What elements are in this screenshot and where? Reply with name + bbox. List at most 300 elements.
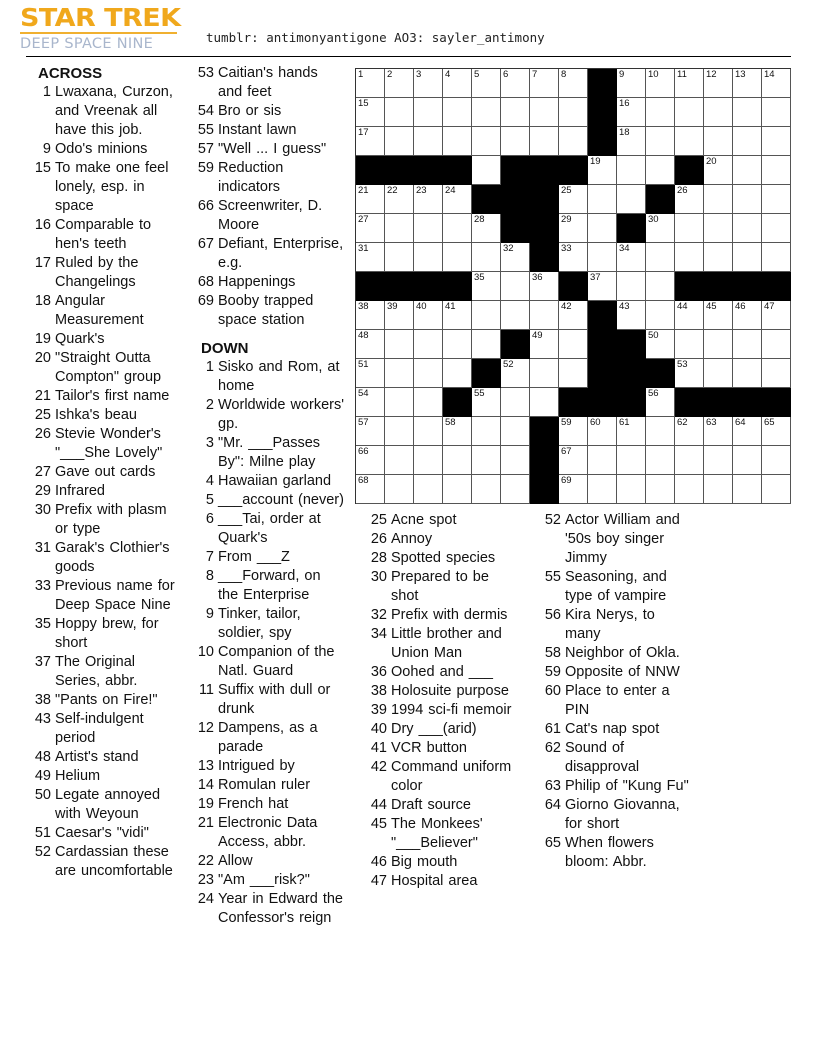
grid-cell[interactable]: [472, 475, 501, 504]
clue-text: Place to enter a PIN: [565, 683, 670, 718]
grid-cell[interactable]: [414, 388, 443, 417]
grid-cell[interactable]: [675, 446, 704, 475]
grid-cell[interactable]: [704, 185, 733, 214]
grid-block: [356, 156, 385, 185]
across-clue: [33, 786, 181, 824]
clue-number: 6: [205, 511, 214, 527]
grid-cell[interactable]: [356, 330, 385, 359]
cell-number: 15: [358, 98, 369, 109]
across-clue: [33, 292, 181, 330]
grid-cell[interactable]: [385, 417, 414, 446]
clue-text: Opposite of NNW: [565, 664, 680, 680]
cell-number: 65: [764, 417, 775, 428]
grid-cell[interactable]: [704, 98, 733, 127]
clue-number: 42: [370, 759, 387, 775]
clue-text: Sisko and Rom, at home: [218, 359, 340, 394]
grid-cell[interactable]: [762, 475, 791, 504]
grid-cell[interactable]: [501, 388, 530, 417]
cell-number: 27: [358, 214, 369, 225]
grid-cell[interactable]: [501, 272, 530, 301]
across-clue: [33, 330, 181, 349]
grid-cell[interactable]: [501, 69, 530, 98]
grid-cell[interactable]: [675, 417, 704, 446]
grid-cell[interactable]: [762, 127, 791, 156]
grid-cell[interactable]: [733, 417, 762, 446]
grid-cell[interactable]: [646, 388, 675, 417]
across-clue: [33, 349, 181, 387]
grid-cell[interactable]: [530, 272, 559, 301]
clue-number: 22: [197, 853, 214, 869]
grid-cell[interactable]: [588, 417, 617, 446]
grid-cell[interactable]: [472, 417, 501, 446]
grid-cell[interactable]: [414, 301, 443, 330]
grid-cell[interactable]: [443, 446, 472, 475]
clue-text: Companion of the Natl. Guard: [218, 644, 335, 679]
grid-cell[interactable]: [530, 301, 559, 330]
clue-text: ___account (never): [218, 492, 344, 508]
clue-number: 14: [197, 777, 214, 793]
down-clue: [369, 549, 519, 568]
clue-text: From ___Z: [218, 549, 290, 565]
down-clue: [369, 701, 519, 720]
grid-cell[interactable]: [646, 301, 675, 330]
grid-cell[interactable]: [530, 359, 559, 388]
grid-cell[interactable]: [472, 301, 501, 330]
clue-text: Annoy: [391, 531, 433, 547]
cell-number: 49: [532, 330, 543, 341]
grid-cell[interactable]: [617, 475, 646, 504]
grid-cell[interactable]: [530, 69, 559, 98]
clue-text: Artist's stand: [55, 749, 139, 765]
grid-cell[interactable]: [443, 185, 472, 214]
cell-number: 67: [561, 446, 572, 457]
clue-text: Seasoning, and type of vampire: [565, 569, 667, 604]
grid-cell[interactable]: [443, 127, 472, 156]
grid-cell[interactable]: [733, 127, 762, 156]
clue-text: "Well ... I guess": [218, 141, 327, 157]
grid-cell[interactable]: [559, 127, 588, 156]
grid-block: [472, 185, 501, 214]
grid-cell[interactable]: [704, 243, 733, 272]
grid-cell[interactable]: [617, 185, 646, 214]
clue-text: Instant lawn: [218, 122, 297, 138]
clue-number: 33: [34, 578, 51, 594]
grid-cell[interactable]: [733, 69, 762, 98]
cell-number: 3: [416, 69, 422, 80]
grid-cell[interactable]: [646, 127, 675, 156]
grid-cell[interactable]: [675, 98, 704, 127]
grid-block: [356, 272, 385, 301]
grid-cell[interactable]: [414, 417, 443, 446]
cell-number: 60: [590, 417, 601, 428]
clue-number: 55: [197, 122, 214, 138]
clue-text: Intrigued by: [218, 758, 295, 774]
grid-cell[interactable]: [588, 214, 617, 243]
across-clue: [33, 83, 181, 140]
grid-cell[interactable]: [501, 243, 530, 272]
grid-cell[interactable]: [733, 475, 762, 504]
grid-cell[interactable]: [762, 214, 791, 243]
grid-cell[interactable]: [472, 69, 501, 98]
grid-cell[interactable]: [472, 272, 501, 301]
grid-block: [675, 156, 704, 185]
grid-cell[interactable]: [617, 69, 646, 98]
cell-number: 13: [735, 69, 746, 80]
grid-cell[interactable]: [704, 214, 733, 243]
grid-cell[interactable]: [472, 388, 501, 417]
grid-cell[interactable]: [443, 475, 472, 504]
grid-cell[interactable]: [646, 69, 675, 98]
grid-cell[interactable]: [501, 417, 530, 446]
grid-cell[interactable]: [704, 69, 733, 98]
clue-text: "Mr. ___Passes By": Milne play: [218, 435, 321, 470]
grid-cell[interactable]: [762, 185, 791, 214]
grid-cell[interactable]: [675, 301, 704, 330]
grid-cell[interactable]: [356, 69, 385, 98]
down-clue: [196, 890, 344, 928]
cell-number: 10: [648, 69, 659, 80]
grid-cell[interactable]: [559, 446, 588, 475]
grid-block: [501, 185, 530, 214]
grid-cell[interactable]: [385, 446, 414, 475]
clue-number: 62: [544, 740, 561, 756]
grid-cell[interactable]: [762, 69, 791, 98]
clue-number: 38: [34, 692, 51, 708]
clue-number: 46: [370, 854, 387, 870]
grid-cell[interactable]: [617, 156, 646, 185]
grid-cell[interactable]: [646, 272, 675, 301]
clue-number: 59: [544, 664, 561, 680]
clue-text: Infrared: [55, 483, 105, 499]
grid-cell[interactable]: [385, 69, 414, 98]
clue-column-1: [33, 64, 181, 881]
clue-text: ___Forward, on the Enterprise: [218, 568, 321, 603]
clue-text: Legate annoyed with Weyoun: [55, 787, 161, 822]
clue-text: Helium: [55, 768, 101, 784]
grid-cell[interactable]: [414, 98, 443, 127]
grid-block: [588, 69, 617, 98]
across-clue: [33, 824, 181, 843]
grid-cell[interactable]: [675, 475, 704, 504]
clue-text: VCR button: [391, 740, 467, 756]
grid-cell[interactable]: [385, 330, 414, 359]
grid-cell[interactable]: [733, 185, 762, 214]
down-clue: [543, 777, 693, 796]
cell-number: 28: [474, 214, 485, 225]
grid-cell[interactable]: [762, 359, 791, 388]
grid-cell[interactable]: [559, 475, 588, 504]
grid-cell[interactable]: [414, 243, 443, 272]
grid-cell[interactable]: [501, 359, 530, 388]
grid-cell[interactable]: [443, 98, 472, 127]
grid-cell[interactable]: [646, 446, 675, 475]
grid-cell[interactable]: [675, 185, 704, 214]
clue-text: Quark's: [55, 331, 105, 347]
grid-cell[interactable]: [617, 98, 646, 127]
grid-cell[interactable]: [385, 214, 414, 243]
grid-cell[interactable]: [356, 301, 385, 330]
grid-cell[interactable]: [617, 417, 646, 446]
grid-cell[interactable]: [733, 301, 762, 330]
clue-number: 48: [34, 749, 51, 765]
clue-text: Oohed and ___: [391, 664, 493, 680]
clue-text: Dampens, as a parade: [218, 720, 318, 755]
cell-number: 35: [474, 272, 485, 283]
clue-text: Cardassian these are uncomfortable: [55, 844, 173, 879]
grid-cell[interactable]: [472, 127, 501, 156]
cell-number: 46: [735, 301, 746, 312]
grid-block: [530, 475, 559, 504]
grid-cell[interactable]: [356, 359, 385, 388]
grid-cell[interactable]: [617, 301, 646, 330]
grid-cell[interactable]: [414, 69, 443, 98]
grid-cell[interactable]: [472, 330, 501, 359]
grid-cell[interactable]: [704, 446, 733, 475]
grid-cell[interactable]: [501, 301, 530, 330]
clue-number: 3: [205, 435, 214, 451]
down-clue: [543, 644, 693, 663]
grid-cell[interactable]: [704, 359, 733, 388]
grid-cell[interactable]: [472, 156, 501, 185]
grid-cell[interactable]: [675, 359, 704, 388]
clue-text: Hospital area: [391, 873, 478, 889]
grid-block: [617, 388, 646, 417]
grid-cell[interactable]: [530, 388, 559, 417]
grid-cell[interactable]: [617, 272, 646, 301]
grid-cell[interactable]: [356, 446, 385, 475]
grid-cell[interactable]: [646, 475, 675, 504]
grid-cell[interactable]: [733, 243, 762, 272]
grid-block: [530, 214, 559, 243]
cell-number: 23: [416, 185, 427, 196]
grid-cell[interactable]: [385, 475, 414, 504]
grid-cell[interactable]: [385, 185, 414, 214]
clue-number: 23: [197, 872, 214, 888]
grid-cell[interactable]: [559, 69, 588, 98]
grid-cell[interactable]: [704, 330, 733, 359]
grid-block: [588, 388, 617, 417]
grid-cell[interactable]: [414, 127, 443, 156]
cell-number: 7: [532, 69, 538, 80]
grid-cell[interactable]: [356, 214, 385, 243]
grid-cell[interactable]: [559, 417, 588, 446]
grid-cell[interactable]: [385, 127, 414, 156]
cell-number: 31: [358, 243, 369, 254]
grid-cell[interactable]: [356, 243, 385, 272]
grid-cell[interactable]: [588, 446, 617, 475]
down-list-part-3: [543, 511, 693, 872]
grid-cell[interactable]: [588, 475, 617, 504]
grid-cell[interactable]: [733, 359, 762, 388]
grid-cell[interactable]: [733, 214, 762, 243]
cell-number: 9: [619, 69, 625, 80]
down-clue: [196, 548, 344, 567]
grid-cell[interactable]: [443, 417, 472, 446]
grid-cell[interactable]: [646, 243, 675, 272]
grid-cell[interactable]: [762, 301, 791, 330]
grid-cell[interactable]: [617, 127, 646, 156]
grid-cell[interactable]: [704, 301, 733, 330]
clue-number: 39: [370, 702, 387, 718]
grid-cell[interactable]: [414, 359, 443, 388]
grid-cell[interactable]: [356, 185, 385, 214]
down-clue: [543, 663, 693, 682]
clue-number: 55: [544, 569, 561, 585]
grid-cell[interactable]: [646, 214, 675, 243]
grid-cell[interactable]: [762, 330, 791, 359]
grid-cell[interactable]: [385, 243, 414, 272]
across-clue: [33, 482, 181, 501]
cell-number: 34: [619, 243, 630, 254]
grid-block: [733, 272, 762, 301]
grid-cell[interactable]: [385, 388, 414, 417]
grid-cell[interactable]: [675, 214, 704, 243]
grid-cell[interactable]: [385, 359, 414, 388]
clue-number: 63: [544, 778, 561, 794]
clue-text: Tailor's first name: [55, 388, 170, 404]
clue-column-3: [369, 511, 519, 891]
grid-cell[interactable]: [704, 156, 733, 185]
cell-number: 38: [358, 301, 369, 312]
clue-number: 47: [370, 873, 387, 889]
grid-cell[interactable]: [559, 301, 588, 330]
grid-cell[interactable]: [675, 330, 704, 359]
clue-text: Booby trapped space station: [218, 293, 314, 328]
grid-cell[interactable]: [414, 330, 443, 359]
grid-block: [762, 388, 791, 417]
grid-cell[interactable]: [617, 446, 646, 475]
grid-cell[interactable]: [356, 388, 385, 417]
grid-cell[interactable]: [733, 446, 762, 475]
grid-cell[interactable]: [414, 446, 443, 475]
grid-cell[interactable]: [646, 156, 675, 185]
clue-number: 69: [197, 293, 214, 309]
clue-number: 12: [197, 720, 214, 736]
clue-text: Stevie Wonder's "___She Lovely": [55, 426, 163, 461]
grid-cell[interactable]: [762, 417, 791, 446]
across-clue: [196, 121, 344, 140]
grid-block: [385, 272, 414, 301]
grid-cell[interactable]: [472, 98, 501, 127]
grid-cell[interactable]: [356, 475, 385, 504]
across-clue: [196, 197, 344, 235]
down-clue: [196, 795, 344, 814]
grid-cell[interactable]: [501, 98, 530, 127]
cell-number: 39: [387, 301, 398, 312]
grid-cell[interactable]: [530, 330, 559, 359]
across-clue: [33, 615, 181, 653]
grid-cell[interactable]: [443, 359, 472, 388]
clue-number: 68: [197, 274, 214, 290]
grid-cell[interactable]: [733, 98, 762, 127]
grid-block: [588, 359, 617, 388]
grid-cell[interactable]: [356, 127, 385, 156]
grid-cell[interactable]: [646, 417, 675, 446]
grid-cell[interactable]: [559, 359, 588, 388]
grid-cell[interactable]: [501, 446, 530, 475]
clue-number: 26: [370, 531, 387, 547]
grid-cell[interactable]: [588, 243, 617, 272]
down-clue: [369, 530, 519, 549]
grid-block: [559, 156, 588, 185]
grid-cell[interactable]: [443, 301, 472, 330]
grid-cell[interactable]: [733, 156, 762, 185]
grid-cell[interactable]: [646, 330, 675, 359]
clue-number: 38: [370, 683, 387, 699]
across-clue: [33, 387, 181, 406]
grid-cell[interactable]: [733, 330, 762, 359]
grid-cell[interactable]: [414, 214, 443, 243]
cell-number: 24: [445, 185, 456, 196]
grid-cell[interactable]: [559, 185, 588, 214]
grid-cell[interactable]: [443, 69, 472, 98]
grid-cell[interactable]: [588, 185, 617, 214]
grid-cell[interactable]: [762, 243, 791, 272]
grid-block: [501, 156, 530, 185]
grid-cell[interactable]: [443, 243, 472, 272]
grid-block: [762, 272, 791, 301]
grid-cell[interactable]: [704, 475, 733, 504]
grid-cell[interactable]: [588, 272, 617, 301]
grid-cell[interactable]: [414, 475, 443, 504]
grid-cell[interactable]: [501, 475, 530, 504]
grid-cell[interactable]: [414, 185, 443, 214]
cell-number: 6: [503, 69, 509, 80]
grid-cell[interactable]: [646, 98, 675, 127]
grid-cell[interactable]: [617, 243, 646, 272]
down-clue: [369, 663, 519, 682]
cell-number: 14: [764, 69, 775, 80]
grid-block: [530, 156, 559, 185]
grid-cell[interactable]: [530, 98, 559, 127]
grid-cell[interactable]: [762, 446, 791, 475]
across-clue: [33, 691, 181, 710]
grid-cell[interactable]: [704, 127, 733, 156]
grid-cell[interactable]: [675, 243, 704, 272]
grid-cell[interactable]: [762, 98, 791, 127]
grid-cell[interactable]: [501, 127, 530, 156]
grid-block: [588, 127, 617, 156]
grid-cell[interactable]: [356, 417, 385, 446]
grid-cell[interactable]: [356, 98, 385, 127]
grid-cell[interactable]: [675, 69, 704, 98]
grid-block: [704, 388, 733, 417]
grid-cell[interactable]: [472, 446, 501, 475]
grid-cell[interactable]: [530, 127, 559, 156]
grid-cell[interactable]: [385, 98, 414, 127]
grid-cell[interactable]: [559, 214, 588, 243]
grid-cell[interactable]: [443, 214, 472, 243]
grid-cell[interactable]: [704, 417, 733, 446]
grid-cell[interactable]: [385, 301, 414, 330]
grid-cell[interactable]: [472, 214, 501, 243]
clue-text: When flowers bloom: Abbr.: [565, 835, 654, 870]
grid-cell[interactable]: [588, 156, 617, 185]
down-clue: [369, 511, 519, 530]
clue-number: 52: [544, 512, 561, 528]
grid-cell[interactable]: [559, 98, 588, 127]
grid-cell[interactable]: [443, 330, 472, 359]
grid-cell[interactable]: [675, 127, 704, 156]
grid-cell[interactable]: [762, 156, 791, 185]
grid-cell[interactable]: [559, 330, 588, 359]
grid-cell[interactable]: [472, 243, 501, 272]
logo-divider: [20, 32, 177, 34]
clue-number: 49: [34, 768, 51, 784]
grid-cell[interactable]: [559, 243, 588, 272]
clue-text: The Monkees' "___Believer": [391, 816, 483, 851]
clue-text: Previous name for Deep Space Nine: [55, 578, 175, 613]
